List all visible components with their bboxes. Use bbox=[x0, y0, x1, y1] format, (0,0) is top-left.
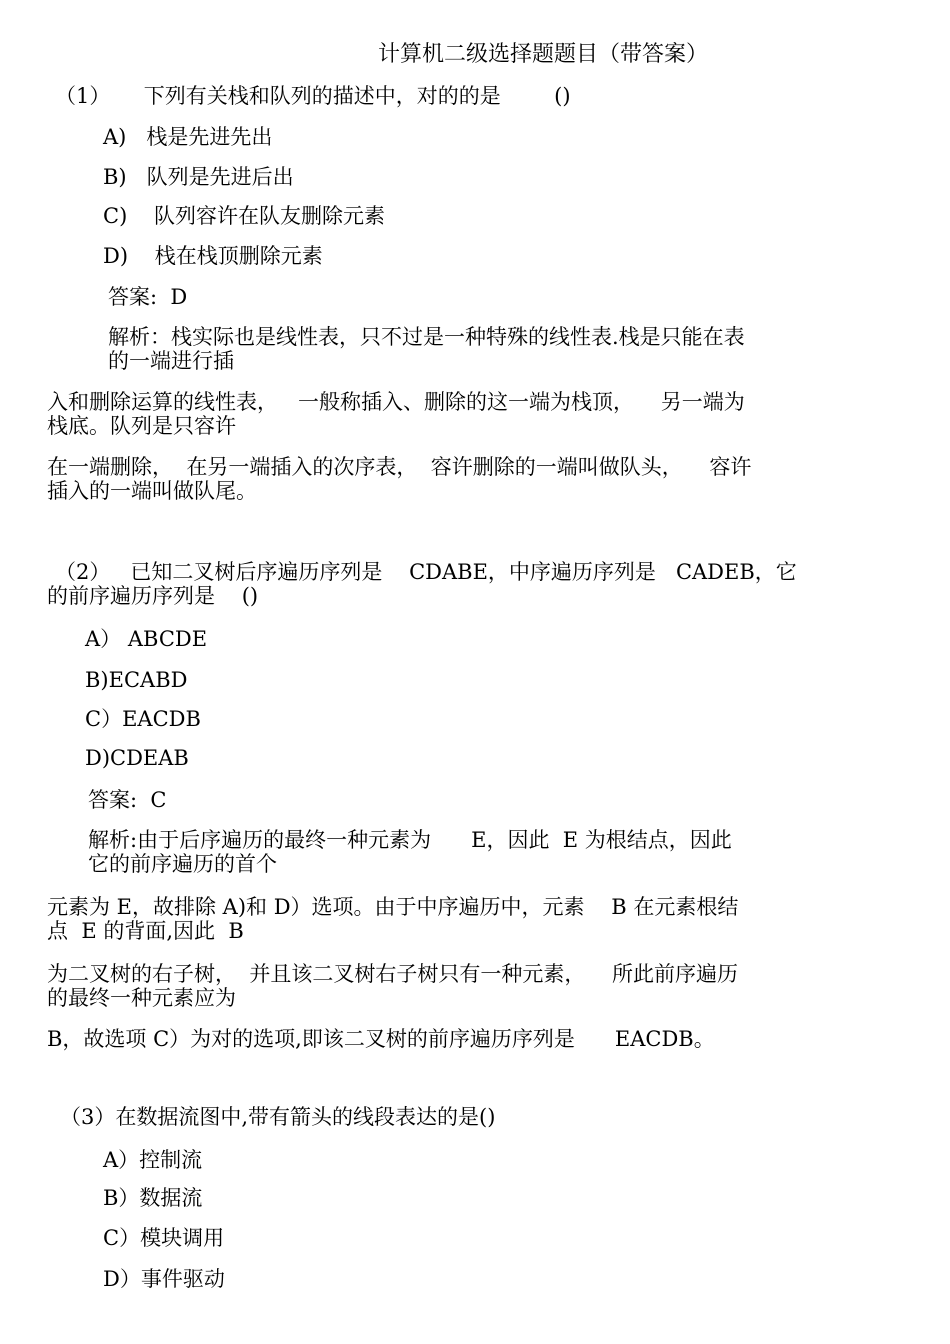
question-2-analysis-line: B，故选项 C）为对的选项,即该二叉树的前序遍历序列是 EACDB。 bbox=[47, 1027, 715, 1051]
question-2-analysis-line: 解析:由于后序遍历的最终一种元素为 E，因此 E 为根结点，因此 bbox=[88, 828, 732, 852]
question-1-analysis-line: 入和删除运算的线性表， 一般称插入、删除的这一端为栈顶， 另一端为 bbox=[47, 390, 745, 414]
question-3-option-d: D）事件驱动 bbox=[103, 1267, 225, 1291]
question-2-analysis-line: 为二叉树的右子树， 并且该二叉树右子树只有一种元素， 所此前序遍历 bbox=[47, 962, 739, 986]
question-1-option-b: B) 队列是先进后出 bbox=[103, 165, 294, 189]
question-3-option-a: A）控制流 bbox=[103, 1148, 203, 1172]
question-2-analysis-line: 元素为 E，故排除 A)和 D）选项。由于中序遍历中，元素 B 在元素根结 bbox=[47, 895, 739, 919]
document-title: 计算机二级选择题题目（带答案） bbox=[378, 42, 709, 67]
question-1-analysis-line: 在一端删除， 在另一端插入的次序表， 容许删除的一端叫做队头， 容许 bbox=[47, 455, 752, 479]
question-3-option-c: C）模块调用 bbox=[103, 1226, 225, 1250]
question-2-option-d: D)CDEAB bbox=[85, 746, 189, 770]
question-1-analysis-line: 解析：栈实际也是线性表，只不过是一种特殊的线性表.栈是只能在表 bbox=[108, 325, 745, 349]
question-2-stem: （2） 已知二叉树后序遍历序列是 CDABE，中序遍历序列是 CADEB，它 bbox=[55, 560, 797, 584]
question-1-analysis-line: 的一端进行插 bbox=[108, 349, 234, 373]
question-1-option-a: A) 栈是先进先出 bbox=[103, 125, 273, 149]
question-2-option-b: B)ECABD bbox=[85, 668, 188, 692]
question-2-analysis-line: 它的前序遍历的首个 bbox=[88, 852, 277, 876]
question-1-analysis-line: 栈底。队列是只容许 bbox=[47, 414, 236, 438]
question-2-analysis-line: 的最终一种元素应为 bbox=[47, 986, 236, 1010]
question-1-stem: （1） 下列有关栈和队列的描述中，对的的是 () bbox=[55, 84, 571, 108]
question-2-answer: 答案: C bbox=[88, 788, 167, 812]
question-1-answer: 答案: D bbox=[108, 285, 188, 309]
question-1-option-d: D) 栈在栈顶删除元素 bbox=[103, 244, 323, 268]
question-2-stem-cont: 的前序遍历序列是 () bbox=[47, 584, 259, 608]
question-3-stem: （3）在数据流图中,带有箭头的线段表达的是() bbox=[60, 1105, 496, 1129]
question-1-analysis-line: 插入的一端叫做队尾。 bbox=[47, 479, 257, 503]
question-3-option-b: B）数据流 bbox=[103, 1186, 203, 1210]
question-1-option-c: C) 队列容许在队友删除元素 bbox=[103, 204, 385, 228]
question-2-option-a: A） ABCDE bbox=[85, 627, 208, 651]
question-2-analysis-line: 点 E 的背面,因此 B bbox=[47, 919, 244, 943]
question-2-option-c: C）EACDB bbox=[85, 707, 201, 731]
